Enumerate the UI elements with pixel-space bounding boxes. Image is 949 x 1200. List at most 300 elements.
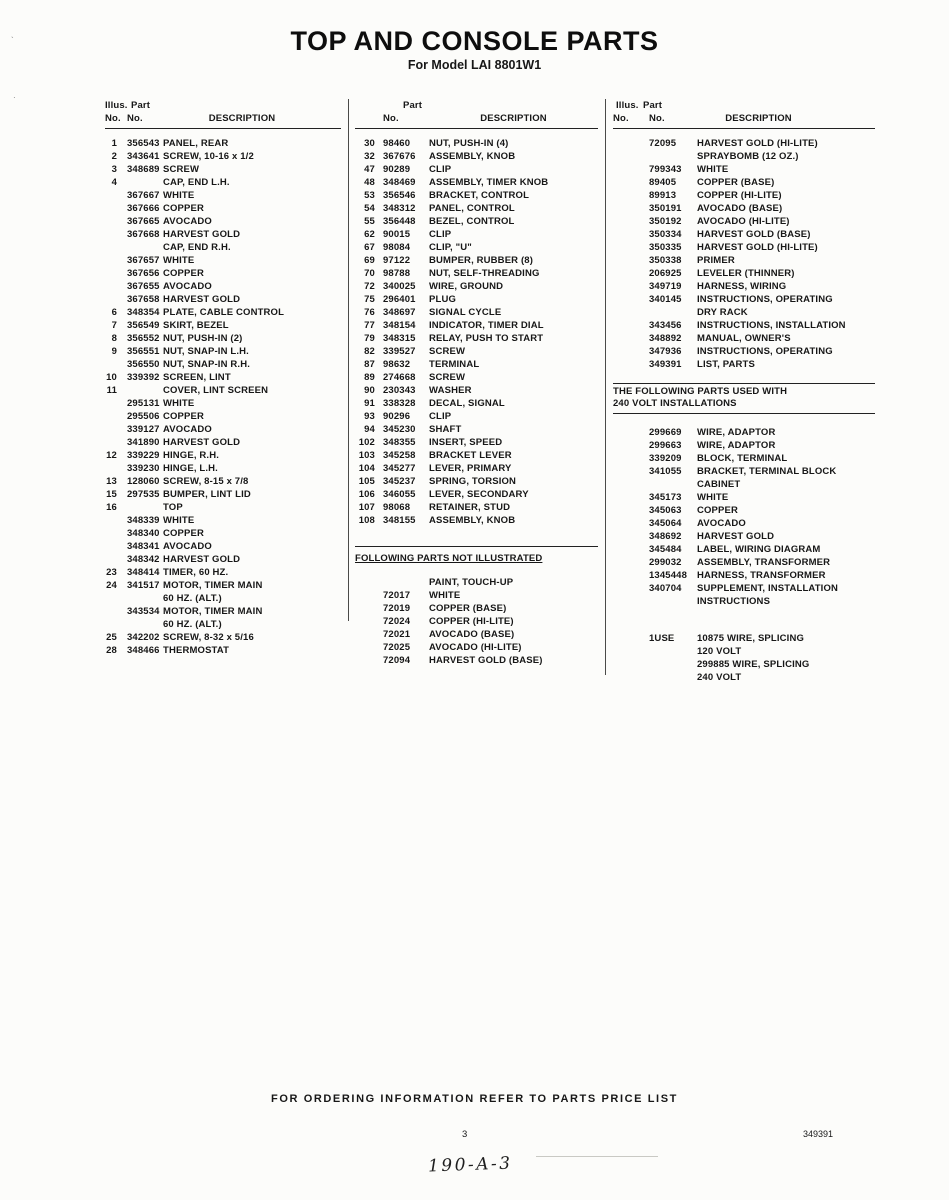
part-no: 230343 (383, 385, 416, 396)
description-header-label: DESCRIPTION (208, 113, 276, 124)
illus-no (613, 491, 643, 504)
illus-no (105, 605, 117, 618)
illus-no (613, 582, 643, 595)
part-description: THERMOSTAT (163, 645, 230, 656)
parts-row (355, 641, 598, 654)
parts-row (613, 137, 875, 150)
illus-no (613, 426, 643, 439)
part-description: WHITE (163, 255, 195, 266)
parts-column-left (105, 99, 341, 657)
not-illustrated-section-header (355, 546, 598, 565)
part-no: 349719 (649, 281, 682, 292)
part-description: AVOCADO (HI-LITE) (697, 216, 790, 227)
part-no: 89913 (649, 190, 677, 201)
part-header-label: Part (643, 100, 663, 111)
illus-no: 76 (364, 307, 375, 318)
part-no: 340145 (649, 294, 682, 305)
part-description: SCREEN, LINT (163, 372, 231, 383)
part-description: NUT, PUSH-IN (2) (163, 333, 243, 344)
illus-no: 82 (364, 346, 375, 357)
parts-row (355, 176, 598, 189)
column-header (355, 99, 598, 129)
parts-row (355, 267, 598, 280)
parts-row (613, 504, 875, 517)
column-header (105, 99, 341, 129)
illus-no: 12 (106, 450, 117, 461)
parts-row (613, 543, 875, 556)
part-no: 367665 (127, 216, 160, 227)
part-description: PRIMER (697, 255, 735, 266)
part-no (649, 478, 697, 491)
parts-row (613, 358, 875, 371)
part-no: 367658 (127, 294, 160, 305)
illus-no: 23 (106, 567, 117, 578)
parts-row (355, 358, 598, 371)
no-header-label: No. (613, 113, 629, 124)
part-no: 98068 (383, 502, 411, 513)
parts-row (355, 215, 598, 228)
part-no: 90296 (383, 411, 411, 422)
parts-row (105, 579, 341, 592)
paint-touchup-rows (355, 576, 598, 667)
parts-row (105, 566, 341, 579)
parts-row (613, 671, 875, 684)
part-no: 348692 (649, 531, 682, 542)
illus-no (613, 671, 643, 684)
parts-row (355, 384, 598, 397)
part-description: HARVEST GOLD (163, 294, 241, 305)
illus-no: 54 (364, 203, 375, 214)
part-description: 299885 WIRE, SPLICING (697, 659, 810, 670)
part-description: COPPER (163, 411, 205, 422)
part-no: 356552 (127, 333, 160, 344)
part-description: WHITE (429, 590, 461, 601)
part-no: 72019 (383, 603, 411, 614)
part-description: WIRE, ADAPTOR (697, 440, 776, 451)
part-description: NUT, PUSH-IN (4) (429, 138, 509, 149)
illus-no (105, 358, 117, 371)
part-description: PANEL, REAR (163, 138, 229, 149)
part-no: 367668 (127, 229, 160, 240)
illus-no (613, 358, 643, 371)
no-header-label: No. (127, 113, 143, 124)
column-header (613, 99, 875, 129)
parts-row (105, 137, 341, 150)
part-no (649, 150, 697, 163)
parts-row (355, 228, 598, 241)
part-no: 350192 (649, 216, 682, 227)
parts-row (613, 293, 875, 306)
part-description: INSTRUCTIONS (697, 596, 771, 607)
part-description: 240 VOLT (697, 672, 742, 683)
illus-no (613, 345, 643, 358)
part-description: TOP (163, 502, 183, 513)
illus-no: 32 (364, 151, 375, 162)
part-no: 345173 (649, 492, 682, 503)
part-description: COPPER (HI-LITE) (697, 190, 782, 201)
illus-no: 72 (364, 281, 375, 292)
parts-row (355, 150, 598, 163)
part-description: LEVELER (THINNER) (697, 268, 795, 279)
part-description: HARVEST GOLD (697, 531, 775, 542)
part-no: 350334 (649, 229, 682, 240)
illus-no: 1 (111, 138, 117, 149)
part-no: 341055 (649, 466, 682, 477)
part-description: LEVER, PRIMARY (429, 463, 512, 474)
part-no: 97122 (383, 255, 411, 266)
part-description: HARNESS, TRANSFORMER (697, 570, 826, 581)
page-subtitle: For Model LAI 8801W1 (407, 58, 542, 72)
parts-row (105, 397, 341, 410)
part-no: 367666 (127, 203, 160, 214)
illus-no (105, 202, 117, 215)
illus-no (355, 615, 375, 628)
part-description: AVOCADO (163, 281, 212, 292)
parts-row (355, 628, 598, 641)
column-header-line1 (355, 99, 598, 112)
illus-no (105, 527, 117, 540)
part-no: 339527 (383, 346, 416, 357)
illus-no (613, 150, 643, 163)
illus-no: 2 (111, 151, 117, 162)
illus-no: 106 (358, 489, 375, 500)
parts-row (355, 654, 598, 667)
part-no: 348355 (383, 437, 416, 448)
illus-no (613, 569, 643, 582)
parts-row (613, 632, 875, 645)
illus-no (613, 202, 643, 215)
parts-row (613, 556, 875, 569)
parts-row (105, 488, 341, 501)
illus-no: 24 (106, 580, 117, 591)
part-description: COPPER (697, 505, 739, 516)
parts-row (613, 582, 875, 595)
description-header-label: DESCRIPTION (480, 113, 547, 124)
part-no (127, 384, 163, 397)
illus-no: 62 (364, 229, 375, 240)
part-no: 72024 (383, 616, 411, 627)
part-no: 345237 (383, 476, 416, 487)
illus-no: 10 (106, 372, 117, 383)
document-number: 349391 (803, 1129, 834, 1139)
parts-row (355, 202, 598, 215)
parts-column-right (613, 99, 875, 684)
part-no: 340704 (649, 583, 682, 594)
parts-row (613, 202, 875, 215)
parts-row (105, 215, 341, 228)
part-description: SCREW (429, 346, 466, 357)
part-description: WIRE, GROUND (429, 281, 504, 292)
part-no (383, 576, 429, 589)
parts-row (613, 150, 875, 163)
part-description: AVOCADO (BASE) (697, 203, 783, 214)
part-description: NUT, SELF-THREADING (429, 268, 540, 279)
wire-splicing-rows (613, 632, 875, 684)
part-no (127, 618, 163, 631)
part-no: 356448 (383, 216, 416, 227)
column-divider (605, 99, 606, 675)
illus-no: 67 (364, 242, 375, 253)
part-no: 350335 (649, 242, 682, 253)
illus-no (105, 592, 117, 605)
parts-row (355, 488, 598, 501)
parts-row (105, 631, 341, 644)
volt240-title-line1: THE FOLLOWING PARTS USED WITH (613, 386, 788, 397)
part-no: 346055 (383, 489, 416, 500)
part-no (649, 595, 697, 608)
part-no: 98460 (383, 138, 411, 149)
illus-no: 77 (364, 320, 375, 331)
illus-no: 69 (364, 255, 375, 266)
part-no: 345063 (649, 505, 682, 516)
part-description: MOTOR, TIMER MAIN (163, 580, 263, 591)
parts-row (355, 241, 598, 254)
parts-row (355, 514, 598, 527)
part-description: SCREW (429, 372, 466, 383)
part-no: 345064 (649, 518, 682, 529)
part-description: ASSEMBLY, TRANSFORMER (697, 557, 831, 568)
illus-no (105, 514, 117, 527)
illus-no (105, 267, 117, 280)
part-no: 340025 (383, 281, 416, 292)
part-description: BRACKET, TERMINAL BLOCK (697, 466, 837, 477)
part-description: CLIP (429, 411, 452, 422)
parts-row (105, 254, 341, 267)
parts-row (105, 527, 341, 540)
part-description: 120 VOLT (697, 646, 742, 657)
parts-row (355, 602, 598, 615)
illus-no (613, 530, 643, 543)
part-description: HARVEST GOLD (HI-LITE) (697, 138, 818, 149)
illus-no (613, 478, 643, 491)
part-description: HARVEST GOLD (BASE) (697, 229, 811, 240)
part-description: ASSEMBLY, KNOB (429, 151, 516, 162)
illus-no (613, 306, 643, 319)
illus-no: 47 (364, 164, 375, 175)
part-description: RETAINER, STUD (429, 502, 511, 513)
illus-no (613, 137, 643, 150)
part-description: COPPER (163, 268, 205, 279)
part-no (649, 306, 697, 319)
part-description: COPPER (163, 528, 205, 539)
part-no: 345277 (383, 463, 416, 474)
illus-no (105, 436, 117, 449)
part-description: HARVEST GOLD (HI-LITE) (697, 242, 818, 253)
parts-row (355, 306, 598, 319)
parts-row (613, 176, 875, 189)
illus-no (613, 241, 643, 254)
part-description: HARNESS, WIRING (697, 281, 787, 292)
illus-no (613, 267, 643, 280)
parts-row (613, 254, 875, 267)
part-no (127, 176, 163, 189)
parts-row (355, 163, 598, 176)
part-description: HARVEST GOLD (163, 437, 241, 448)
part-description: LABEL, WIRING DIAGRAM (697, 544, 821, 555)
parts-row (105, 202, 341, 215)
part-description: SCREW, 8-32 x 5/16 (163, 632, 254, 643)
part-no: 343456 (649, 320, 682, 331)
parts-column-middle (355, 99, 598, 667)
parts-row (355, 254, 598, 267)
part-no: 296401 (383, 294, 416, 305)
illus-no: 55 (364, 216, 375, 227)
illus-no: 102 (358, 437, 375, 448)
parts-row (105, 501, 341, 514)
part-no: 339392 (127, 372, 160, 383)
part-no: 345484 (649, 544, 682, 555)
part-description: WHITE (697, 164, 729, 175)
part-description: TIMER, 60 HZ. (163, 567, 229, 578)
parts-row (105, 462, 341, 475)
part-header-label: Part (403, 100, 423, 111)
part-no: 90015 (383, 229, 411, 240)
parts-row (355, 371, 598, 384)
illus-no: 16 (106, 502, 117, 513)
illus-header-label: Illus. (105, 100, 128, 111)
illus-no (355, 576, 375, 589)
illus-no (105, 423, 117, 436)
part-description: PAINT, TOUCH-UP (429, 577, 514, 588)
parts-row (355, 589, 598, 602)
part-no: 367667 (127, 190, 160, 201)
illus-no: 89 (364, 372, 375, 383)
description-header-label: DESCRIPTION (725, 113, 792, 124)
parts-rows-middle (355, 137, 598, 527)
part-description: PLUG (429, 294, 456, 305)
part-description: SKIRT, BEZEL (163, 320, 229, 331)
parts-row (613, 215, 875, 228)
part-no: 299663 (649, 440, 682, 451)
part-description: BRACKET LEVER (429, 450, 512, 461)
part-description: COPPER (BASE) (697, 177, 775, 188)
part-description: INSTRUCTIONS, INSTALLATION (697, 320, 846, 331)
part-description: INSERT, SPEED (429, 437, 503, 448)
illus-no (613, 319, 643, 332)
part-description: AVOCADO (163, 424, 212, 435)
part-description: SCREW, 8-15 x 7/8 (163, 476, 249, 487)
part-no: 356550 (127, 359, 160, 370)
part-no: 72021 (383, 629, 411, 640)
part-description: NUT, SNAP-IN L.H. (163, 346, 249, 357)
scan-artifact: ` (11, 36, 14, 45)
illus-no (613, 254, 643, 267)
part-description: BUMPER, RUBBER (8) (429, 255, 534, 266)
part-description: HINGE, R.H. (163, 450, 220, 461)
part-no: 348340 (127, 528, 160, 539)
column-divider (348, 99, 349, 621)
part-no: 1USE (649, 633, 675, 644)
parts-row (105, 176, 341, 189)
part-no: 356546 (383, 190, 416, 201)
scan-artifact: · (13, 93, 16, 102)
part-no (127, 241, 163, 254)
illus-no (613, 332, 643, 345)
part-description: LIST, PARTS (697, 359, 755, 370)
illus-no (105, 293, 117, 306)
illus-no (613, 228, 643, 241)
part-no: 339209 (649, 453, 682, 464)
parts-row (105, 371, 341, 384)
illus-no (613, 280, 643, 293)
part-no: 349391 (649, 359, 682, 370)
part-description: AVOCADO (697, 518, 746, 529)
illus-no (613, 189, 643, 202)
part-description: BUMPER, LINT LID (163, 489, 251, 500)
illus-no: 8 (111, 333, 117, 344)
parts-row (105, 449, 341, 462)
illus-no (105, 241, 117, 254)
illus-no (355, 641, 375, 654)
part-description: TERMINAL (429, 359, 480, 370)
part-description: BRACKET, CONTROL (429, 190, 530, 201)
part-description: AVOCADO (BASE) (429, 629, 515, 640)
parts-row (355, 501, 598, 514)
parts-row (355, 576, 598, 589)
illus-no (105, 540, 117, 553)
part-description: WHITE (697, 492, 729, 503)
illus-no: 107 (358, 502, 375, 513)
part-description: COPPER (BASE) (429, 603, 507, 614)
part-no: 341517 (127, 580, 160, 591)
parts-row (105, 241, 341, 254)
part-description: INSTRUCTIONS, OPERATING (697, 294, 833, 305)
parts-row (613, 530, 875, 543)
parts-row (613, 189, 875, 202)
part-no: 356549 (127, 320, 160, 331)
part-description: CLIP (429, 164, 452, 175)
part-no: 348339 (127, 515, 160, 526)
handwritten-note: 190-A-3 (427, 1153, 513, 1177)
parts-row (105, 332, 341, 345)
parts-row (105, 514, 341, 527)
spacer (355, 112, 375, 125)
part-no: 98788 (383, 268, 411, 279)
parts-row (105, 618, 341, 631)
parts-row (355, 332, 598, 345)
illus-no (613, 176, 643, 189)
parts-row (613, 267, 875, 280)
parts-row (105, 228, 341, 241)
part-description: SHAFT (429, 424, 462, 435)
part-no: 348689 (127, 164, 160, 175)
not-illustrated-title: FOLLOWING PARTS NOT ILLUSTRATED (355, 553, 543, 564)
part-no (649, 658, 697, 671)
part-description: BLOCK, TERMINAL (697, 453, 788, 464)
illus-no (105, 280, 117, 293)
illus-no (355, 589, 375, 602)
parts-rows-left (105, 137, 341, 657)
parts-row (613, 569, 875, 582)
part-description: SCREW (163, 164, 200, 175)
column-header-line2 (613, 112, 875, 125)
illus-no: 28 (106, 645, 117, 656)
parts-row (105, 189, 341, 202)
parts-row (105, 319, 341, 332)
part-description: RELAY, PUSH TO START (429, 333, 544, 344)
part-no: 339230 (127, 463, 160, 474)
part-no (127, 501, 163, 514)
part-no: 348414 (127, 567, 160, 578)
illus-no (105, 618, 117, 631)
part-no: 72017 (383, 590, 411, 601)
illus-no: 105 (358, 476, 375, 487)
parts-row (105, 293, 341, 306)
illus-no (105, 254, 117, 267)
illus-no: 53 (364, 190, 375, 201)
parts-row (105, 553, 341, 566)
illus-no: 91 (364, 398, 375, 409)
